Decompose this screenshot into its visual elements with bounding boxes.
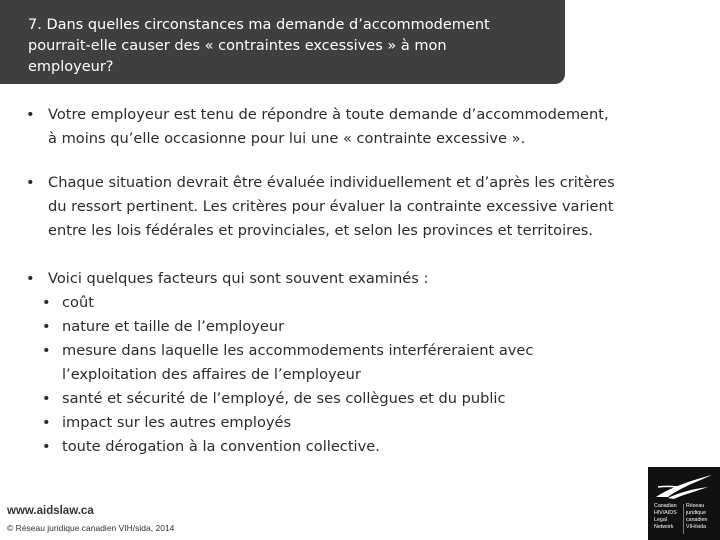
sub-bullet-text-line: santé et sécurité de l’employé, de ses collègues et du public <box>62 390 506 407</box>
sub-bullet-item <box>26 315 694 339</box>
logo-text-line: Network <box>654 524 674 530</box>
logo-english-name <box>654 503 682 531</box>
logo-french-name <box>686 503 718 531</box>
bullet-dot: • <box>42 318 51 335</box>
sub-bullet-item <box>26 291 694 315</box>
logo-text-line: Réseau <box>686 503 705 509</box>
organization-logo <box>648 467 720 540</box>
sub-bullet-item <box>26 435 694 459</box>
bullet-text-line: Votre employeur est tenu de répondre à toute demande d’accommodement, <box>48 106 609 123</box>
logo-text-line: HIV/AIDS <box>654 510 677 516</box>
bullet-dot: • <box>42 438 51 455</box>
logo-text-line: canadien <box>686 517 708 523</box>
sub-bullet-text-line: toute dérogation à la convention collective. <box>62 438 380 455</box>
sub-bullet-text-line: l’exploitation des affaires de l’employeur <box>62 366 361 383</box>
bullet-text-line: Chaque situation devrait être évaluée individuellement et d’après les critères <box>48 174 615 191</box>
slide-title-line: pourrait-elle causer des « contraintes excessives » à mon <box>28 38 447 54</box>
bullet-dot: • <box>26 174 35 191</box>
bullet-dot: • <box>42 414 51 431</box>
slide-title-line: 7. Dans quelles circonstances ma demande d’accommodement <box>28 17 490 33</box>
footer-url-link[interactable]: www.aidslaw.ca <box>7 505 94 517</box>
logo-divider <box>683 504 684 534</box>
slide-title-bar <box>0 0 565 84</box>
logo-text-line: juridique <box>686 510 707 516</box>
logo-text-line: Canadian <box>654 503 677 509</box>
footer-copyright: © Réseau juridique canadien VIH/sida, 2014 <box>7 523 175 533</box>
ribbon-swoosh-icon <box>648 467 720 503</box>
bullet-text-line: à moins qu’elle occasionne pour lui une « contrainte excessive ». <box>48 130 526 147</box>
bullet-item <box>26 171 694 243</box>
slide-content <box>26 103 694 459</box>
bullet-dot: • <box>26 270 35 287</box>
bullet-text-line: du ressort pertinent. Les critères pour évaluer la contrainte excessive varient <box>48 198 614 215</box>
bullet-text-line: entre les lois fédérales et provinciales, et selon les provinces et territoires. <box>48 222 594 239</box>
logo-text-line: Legal <box>654 517 667 523</box>
bullet-dot: • <box>42 390 51 407</box>
sub-bullet-text-line: nature et taille de l’employeur <box>62 318 285 335</box>
sub-bullet-text-line: mesure dans laquelle les accommodements interféreraient avec <box>62 342 534 359</box>
bullet-item <box>26 103 694 151</box>
sub-bullet-item <box>26 387 694 411</box>
slide-title-line: employeur? <box>28 59 114 75</box>
sub-bullet-item <box>26 339 694 387</box>
bullet-dot: • <box>42 342 51 359</box>
bullet-text-line: Voici quelques facteurs qui sont souvent examinés : <box>48 270 429 287</box>
bullet-dot: • <box>26 106 35 123</box>
sub-bullet-text-line: impact sur les autres employés <box>62 414 292 431</box>
bullet-dot: • <box>42 294 51 311</box>
bullet-item <box>26 267 694 291</box>
sub-bullet-item <box>26 411 694 435</box>
logo-text-line: VIH/sida <box>686 524 707 530</box>
sub-bullet-text-line: coût <box>62 294 94 311</box>
